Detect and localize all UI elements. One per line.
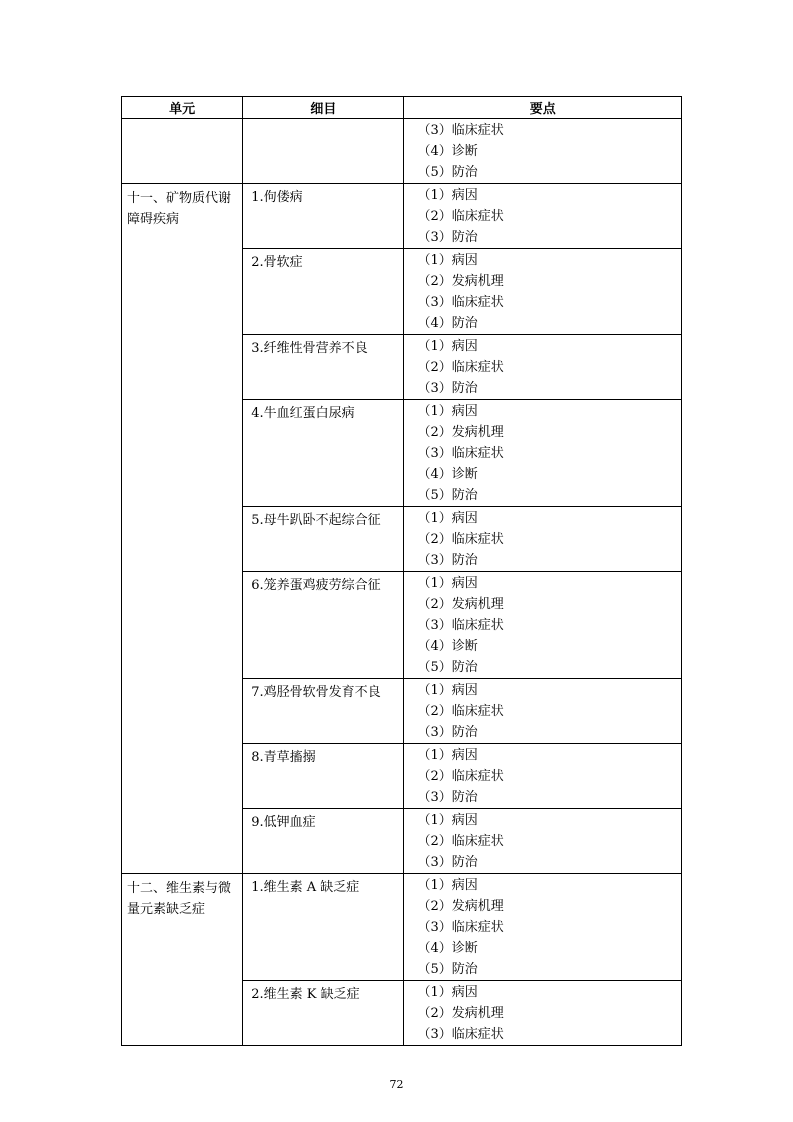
header-item: 细目 (243, 97, 404, 119)
point-item: （3）防治 (417, 381, 478, 396)
points-cell (404, 809, 682, 874)
points-cell (404, 507, 682, 572)
point-item: （2）发病机理 (417, 899, 504, 914)
point-item: （2）发病机理 (417, 597, 504, 612)
points-cell (404, 184, 682, 249)
unit-cell: 十一、矿物质代谢障碍疾病 (122, 184, 243, 874)
point-item: （1）病因 (417, 511, 478, 526)
table-row (122, 184, 682, 249)
point-item: （1）病因 (417, 404, 478, 419)
item-cell: 1.维生素 A 缺乏症 (243, 874, 404, 981)
header-unit: 单元 (122, 97, 243, 119)
syllabus-table (121, 96, 682, 1046)
point-item: （3）防治 (417, 553, 478, 568)
item-cell: 5.母牛趴卧不起综合征 (243, 507, 404, 572)
item-cell: 2.维生素 K 缺乏症 (243, 981, 404, 1046)
point-item: （2）临床症状 (417, 704, 504, 719)
point-item: （1）病因 (417, 576, 478, 591)
point-item: （3）防治 (417, 855, 478, 870)
point-item: （2）发病机理 (417, 274, 504, 289)
point-item: （3）防治 (417, 725, 478, 740)
points-cell (404, 400, 682, 507)
point-item: （5）防治 (417, 488, 478, 503)
point-item: （3）临床症状 (417, 295, 504, 310)
page-number: 72 (389, 1078, 404, 1091)
point-item: （3）防治 (417, 230, 478, 245)
point-item: （3）临床症状 (417, 123, 504, 138)
item-cell: 8.青草搐搦 (243, 744, 404, 809)
point-item: （4）诊断 (417, 941, 478, 956)
table-body (122, 119, 682, 1046)
unit-cell (122, 119, 243, 184)
point-item: （1）病因 (417, 878, 478, 893)
point-item: （2）临床症状 (417, 834, 504, 849)
item-cell: 1.佝偻病 (243, 184, 404, 249)
point-item: （5）防治 (417, 660, 478, 675)
item-cell: 9.低钾血症 (243, 809, 404, 874)
point-item: （5）防治 (417, 165, 478, 180)
point-item: （2）临床症状 (417, 360, 504, 375)
point-item: （3）临床症状 (417, 446, 504, 461)
unit-cell: 十二、维生素与微量元素缺乏症 (122, 874, 243, 1046)
point-item: （1）病因 (417, 813, 478, 828)
table-row (122, 119, 682, 184)
header-row (122, 97, 682, 119)
points-cell (404, 679, 682, 744)
point-item: （1）病因 (417, 985, 478, 1000)
point-item: （3）临床症状 (417, 920, 504, 935)
point-item: （3）防治 (417, 790, 478, 805)
point-item: （1）病因 (417, 253, 478, 268)
point-item: （2）临床症状 (417, 532, 504, 547)
item-cell: 2.骨软症 (243, 249, 404, 335)
point-item: （3）临床症状 (417, 618, 504, 633)
point-item: （2）临床症状 (417, 209, 504, 224)
point-item: （1）病因 (417, 748, 478, 763)
point-item: （1）病因 (417, 339, 478, 354)
points-cell (404, 249, 682, 335)
point-item: （2）发病机理 (417, 1006, 504, 1021)
point-item: （1）病因 (417, 683, 478, 698)
point-item: （5）防治 (417, 962, 478, 977)
points-cell (404, 335, 682, 400)
item-cell: 3.纤维性骨营养不良 (243, 335, 404, 400)
point-item: （2）发病机理 (417, 425, 504, 440)
item-cell (243, 119, 404, 184)
point-item: （2）临床症状 (417, 769, 504, 784)
point-item: （4）防治 (417, 316, 478, 331)
table-row (122, 874, 682, 981)
item-cell: 7.鸡胫骨软骨发育不良 (243, 679, 404, 744)
point-item: （4）诊断 (417, 467, 478, 482)
points-cell (404, 572, 682, 679)
point-item: （3）临床症状 (417, 1027, 504, 1042)
header-points: 要点 (404, 97, 682, 119)
point-item: （4）诊断 (417, 639, 478, 654)
item-cell: 6.笼养蛋鸡疲劳综合征 (243, 572, 404, 679)
point-item: （4）诊断 (417, 144, 478, 159)
point-item: （1）病因 (417, 188, 478, 203)
item-cell: 4.牛血红蛋白尿病 (243, 400, 404, 507)
points-cell (404, 874, 682, 981)
points-cell (404, 119, 682, 184)
points-cell (404, 744, 682, 809)
points-cell (404, 981, 682, 1046)
